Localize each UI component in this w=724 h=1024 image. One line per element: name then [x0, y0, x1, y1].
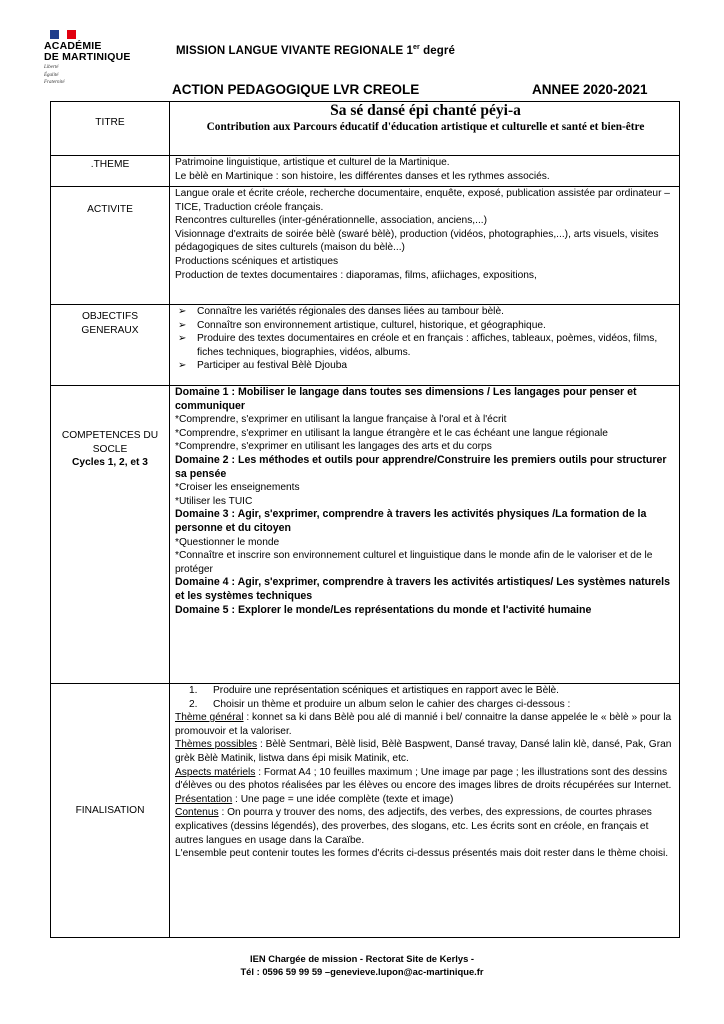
- presentation: [175, 793, 676, 807]
- label-theme-text: .THEME: [90, 159, 130, 170]
- presentation-text: : Une page = une idée complète (texte et image): [232, 793, 454, 805]
- domaine-1-item: *Comprendre, s'exprimer en utilisant la langue française à l'oral et à l'écrit: [175, 414, 507, 426]
- flag-red: [67, 30, 76, 39]
- footer-line2: Tél : 0596 59 99 59 –genevieve.lupon@ac-martinique.fr: [240, 966, 484, 977]
- themes-possibles: [175, 738, 676, 765]
- row-titre: [51, 102, 680, 156]
- themes-possibles-text: : Bèlè Sentmari, Bèlè lisid, Bèlè Baspwent, Dansé travay, Dansé lalin klè, dansé, Pak, Gran grèk Bèlè Matinik, listwa dans épi misik Matinik, etc.: [175, 739, 672, 764]
- mission-heading: [176, 44, 455, 57]
- content-activite: [170, 187, 680, 305]
- aspects-materiels-label: Aspects matériels: [175, 766, 256, 778]
- label-competences-line3: Cycles 1, 2, et 3: [72, 457, 148, 469]
- project-table: [50, 101, 680, 938]
- theme-general: [175, 711, 676, 738]
- label-competences: [51, 386, 170, 684]
- label-competences-line1: COMPETENCES DU: [61, 430, 159, 441]
- label-finalisation: [51, 684, 170, 938]
- aspects-materiels: [175, 766, 676, 793]
- action-heading: ACTION PEDAGOGIQUE LVR CREOLE: [172, 82, 420, 97]
- arrow-bullet-icon: ➢: [178, 319, 187, 331]
- label-finalisation-text: FINALISATION: [75, 804, 145, 816]
- footer-line1: IEN Chargée de mission - Rectorat Site de Kerlys -: [249, 953, 475, 964]
- label-competences-line2: SOCLE: [92, 443, 128, 455]
- theme-general-label: Thème général: [175, 712, 244, 724]
- row-objectifs: [51, 305, 680, 386]
- domaine-4-heading: Domaine 4 : Agir, s'exprimer, comprendre à travers les activités artistiques/ Les systèmes naturels et les systèmes techniques: [175, 576, 670, 602]
- objectif-text: Produire des textes documentaires en créole et en français : affiches, tableaux, poèmes, vidéos, films, fiches techniques, biographies, vidéos, albums.: [197, 333, 658, 358]
- marianne-flag-icon: [50, 30, 76, 39]
- content-titre: [170, 102, 680, 156]
- domaine-3-item: *Connaître et inscrire son environnement culturel et linguistique dans le monde afin de le valoriser et de le protéger: [175, 550, 653, 575]
- objectif-item: [175, 319, 676, 333]
- mission-sup: er: [413, 44, 420, 51]
- activite-line: Production de textes documentaires : diaporamas, films, afiichages, expositions,: [175, 269, 537, 281]
- objectif-item: [175, 305, 676, 319]
- objectif-text: Connaître les variétés régionales des danses liées au tambour bèlè.: [197, 306, 504, 317]
- contenus-label: Contenus: [175, 807, 219, 819]
- content-finalisation: [170, 684, 680, 938]
- content-objectifs: [170, 305, 680, 386]
- finalisation-item-text: Produire une représentation scéniques et artistiques en rapport avec le Bèlè.: [213, 685, 560, 696]
- activite-line: Productions scéniques et artistiques: [175, 255, 339, 267]
- theme-general-text: : konnet sa ki dans Bèlè pou alé di mannié i bel/ connaitre la danse appelée le « bèlè » pour la promouvoir et la valoriser.: [175, 712, 672, 737]
- activite-line: Langue orale et écrite créole, recherche documentaire, enquête, exposé, publication assistée par ordinateur – TICE, Traduction créole français.: [175, 188, 670, 213]
- domaine-2-item: *Croiser les enseignements: [175, 482, 300, 494]
- row-competences: [51, 386, 680, 684]
- finalisation-item-text: Choisir un thème et produire un album selon le cahier des charges ci-dessous :: [213, 698, 571, 710]
- content-competences: [170, 386, 680, 684]
- logo-line2: DE MARTINIQUE: [44, 51, 131, 63]
- domaine-5-heading: Domaine 5 : Explorer le monde/Les représentations du monde et l'activité humaine: [175, 603, 592, 616]
- contenus: [175, 806, 676, 847]
- row-theme: [51, 156, 680, 187]
- arrow-bullet-icon: ➢: [178, 306, 187, 317]
- activite-line: Visionnage d'extraits de soirée bèlè (swaré bèlè), production (vidéos, photographies,...), arts visuels, visites pédagogiques de sites culturels (maison du bèlè...): [175, 228, 659, 254]
- project-subtitle: Contribution aux Parcours éducatif d'éducation artistique et culturelle et santé et bien-être: [206, 121, 645, 133]
- year-heading: ANNEE 2020-2021: [532, 82, 648, 97]
- presentation-label: Présentation: [175, 793, 233, 805]
- academie-logo: [44, 30, 154, 86]
- flag-white: [59, 30, 68, 39]
- objectif-text: Participer au festival Bèlè Djouba: [197, 360, 348, 372]
- theme-line: Le bèlè en Martinique : son histoire, les différentes danses et les rythmes associés.: [175, 170, 550, 182]
- motto-fraternite: Fraternité: [44, 80, 65, 85]
- domaine-1-heading: Domaine 1 : Mobiliser le langage dans toutes ses dimensions / Les langages pour penser et communiquer: [175, 386, 637, 412]
- contenus-text: : On pourra y trouver des noms, des adjectifs, des verbes, des expressions, de courtes phrases explicatives (dessins légendés), des proverbes, des slogans, etc. Les écrits sont en créole, en français et autres langues en usage dans la Caraïbe.: [175, 807, 652, 846]
- item-number: 2.: [189, 698, 198, 710]
- row-activite: [51, 187, 680, 305]
- mission-text: MISSION LANGUE VIVANTE REGIONALE 1: [176, 44, 414, 57]
- label-theme: [51, 156, 170, 187]
- arrow-bullet-icon: ➢: [178, 333, 187, 345]
- domaine-1-item: *Comprendre, s'exprimer en utilisant la langue étrangère et le cas échéant une langue régionale: [175, 427, 608, 439]
- arrow-bullet-icon: ➢: [178, 360, 187, 372]
- objectif-text: Connaître son environnement artistique, culturel, historique, et géographique.: [197, 319, 546, 331]
- item-number: 1.: [189, 685, 198, 696]
- domaine-1-item: *Comprendre, s'exprimer en utilisant les langages des arts et du corps: [175, 441, 492, 453]
- domaine-3-heading: Domaine 3 : Agir, s'exprimer, comprendre à travers les activités physiques /La formation de la personne et du citoyen: [175, 508, 647, 534]
- logo-line1: ACADÉMIE: [44, 40, 102, 52]
- label-titre-text: TITRE: [95, 117, 125, 128]
- label-titre: [51, 102, 170, 156]
- domaine-2-heading: Domaine 2 : Les méthodes et outils pour apprendre/Construire les premiers outils pour structurer sa pensée: [175, 453, 667, 480]
- finalisation-item-1: [175, 684, 676, 698]
- domaine-3-item: *Questionner le monde: [175, 536, 280, 548]
- project-title: Sa sé dansé épi chanté péyi-a: [330, 102, 521, 119]
- themes-possibles-label: Thèmes possibles: [175, 739, 258, 751]
- label-activite: [51, 187, 170, 305]
- motto-liberte: Liberté: [44, 65, 59, 70]
- domaine-2-item: *Utiliser les TUIC: [175, 495, 253, 507]
- objectif-item: [175, 359, 676, 373]
- label-objectifs-line1: OBJECTIFS: [81, 311, 139, 322]
- label-objectifs-line2: GENERAUX: [81, 324, 139, 336]
- row-finalisation: [51, 684, 680, 938]
- activite-line: Rencontres culturelles (inter-générationnelle, association, anciens,...): [175, 215, 488, 227]
- label-objectifs: [51, 305, 170, 386]
- theme-line: Patrimoine linguistique, artistique et culturel de la Martinique.: [175, 157, 450, 168]
- flag-blue: [50, 30, 59, 39]
- ensemble-text: L'ensemble peut contenir toutes les formes d'écrits ci-dessus présentés mais doit rester dans le thème choisi.: [175, 848, 669, 860]
- label-activite-text: ACTIVITE: [87, 204, 133, 215]
- objectif-item: [175, 332, 676, 359]
- content-theme: [170, 156, 680, 187]
- motto-egalite: Égalité: [44, 72, 59, 78]
- aspects-materiels-text: : Format A4 ; 10 feuilles maximum ; Une image par page ; les illustrations sont des dessins d'élèves ou des photos réalisées par les élèves ou encore des images libres de droits récupérées sur Internet.: [175, 766, 672, 792]
- mission-end: degré: [419, 44, 455, 57]
- finalisation-item-2: [175, 698, 676, 712]
